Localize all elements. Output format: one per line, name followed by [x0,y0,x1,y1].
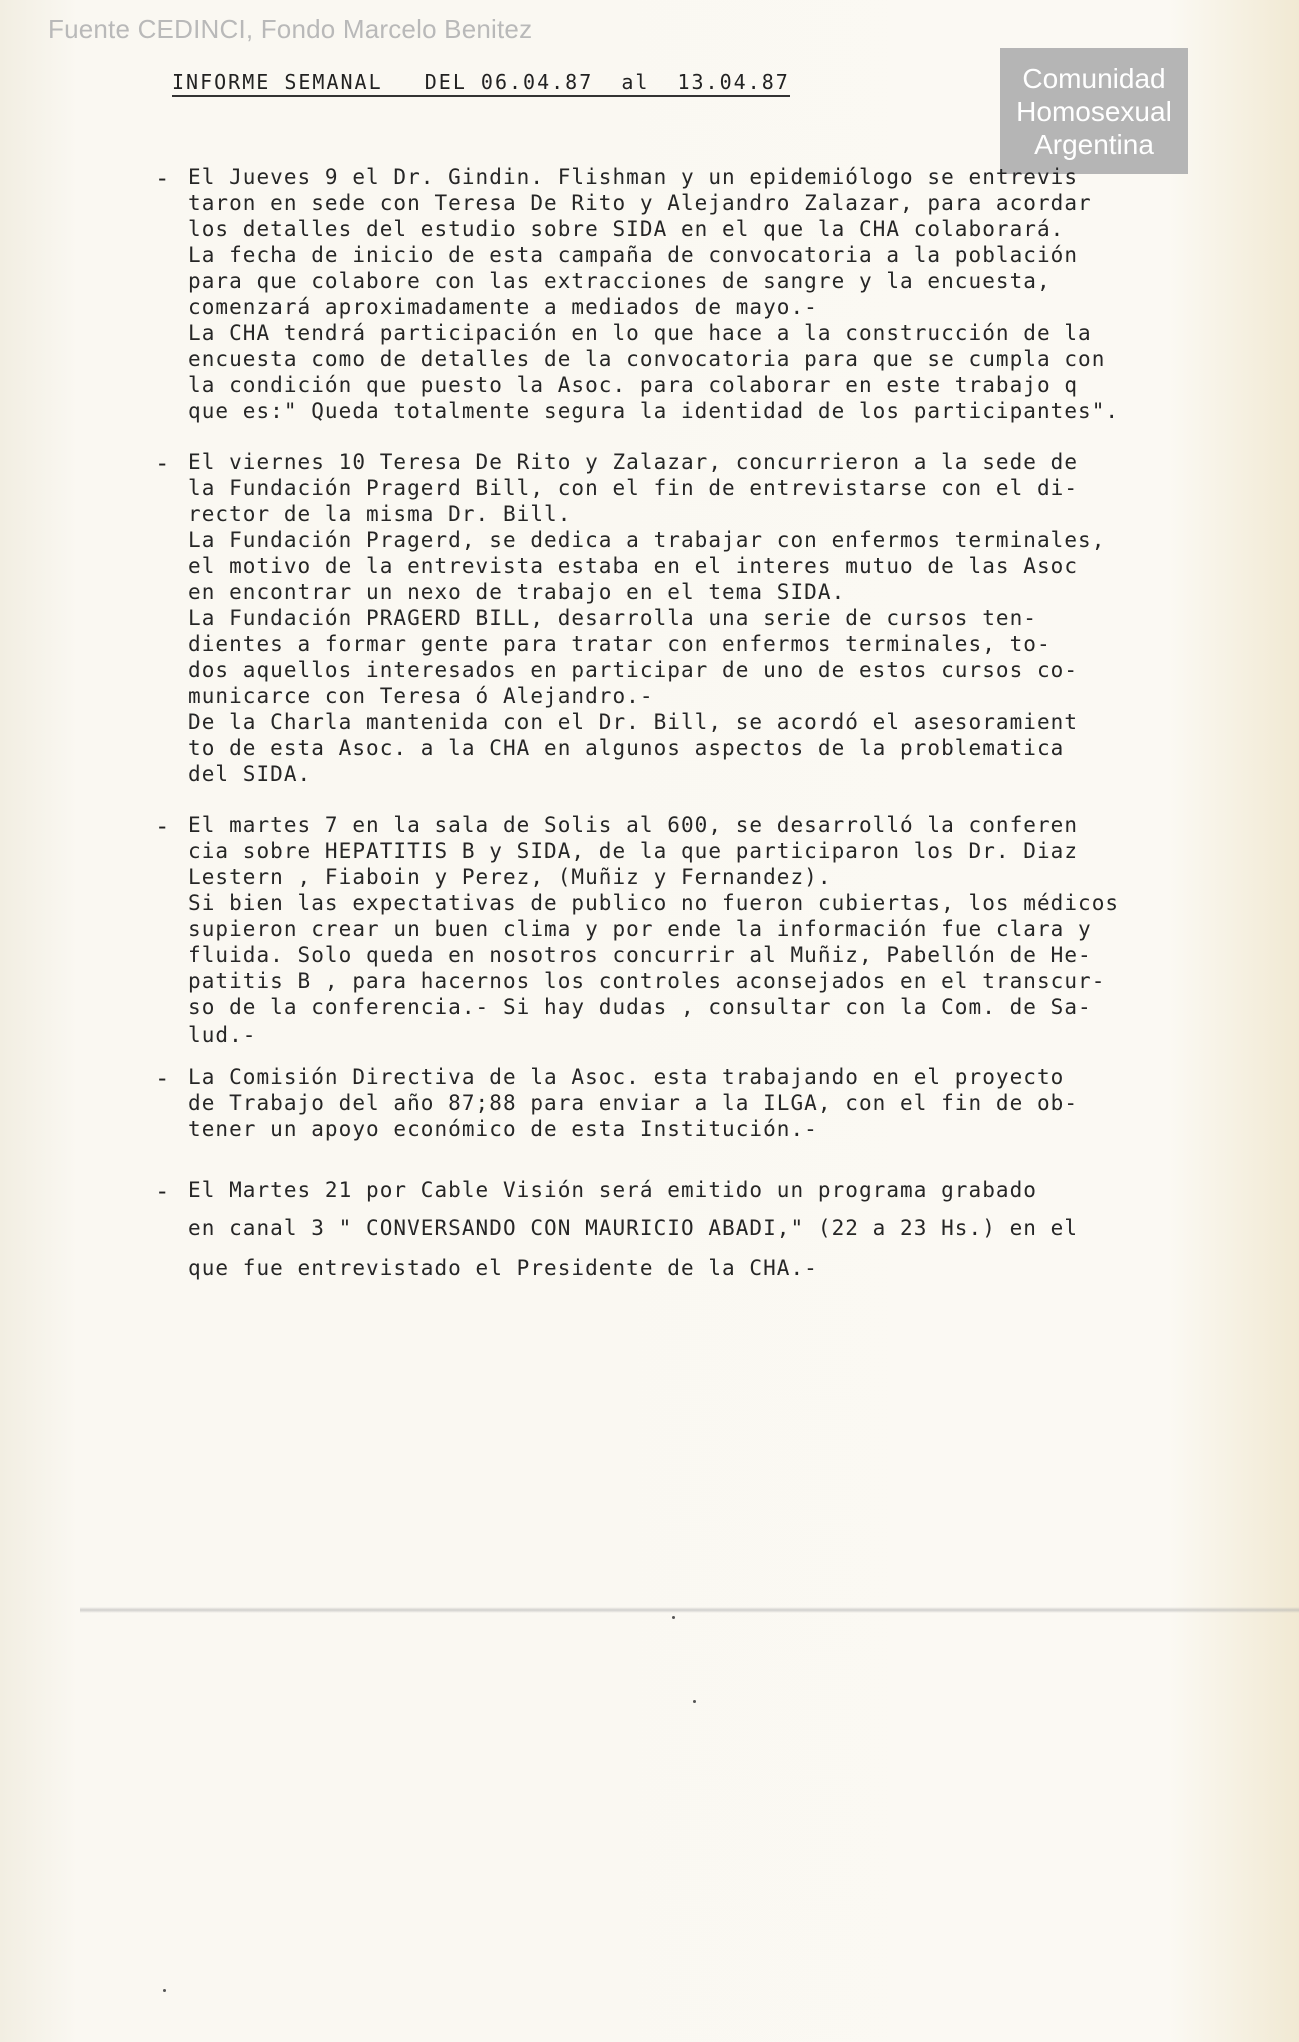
text-line: Si bien las expectativas de publico no fueron cubiertas, los médicos [188,891,1120,915]
bullet-dash: - [155,1177,170,1205]
text-line: Lestern , Fiaboin y Perez, (Muñiz y Fernandez). [188,865,832,889]
badge-line: Argentina [1034,129,1154,160]
text-line: dos aquellos interesados en participar de uno de estos cursos co- [188,658,1079,682]
text-line: El viernes 10 Teresa De Rito y Zalazar, concurrieron a la sede de [188,450,1079,474]
text-line: del SIDA. [188,762,312,786]
text-line: La Fundación PRAGERD BILL, desarrolla una serie de cursos ten- [188,606,1037,630]
text-line: comenzará aproximadamente a mediados de mayo.- [188,295,818,319]
paper-speck [163,1989,166,1992]
text-line: patitis B , para hacernos los controles aconsejados en el transcur- [188,969,1106,993]
text-line: de Trabajo del año 87;88 para enviar a la ILGA, con el fin de ob- [188,1091,1079,1115]
text-line: El Martes 21 por Cable Visión será emitido un programa grabado [188,1178,1037,1202]
text-line: encuesta como de detalles de la convocatoria para que se cumpla con [188,347,1106,371]
paper-fold-line [80,1607,1299,1613]
bullet-dash: - [155,1064,170,1092]
text-line: La CHA tendrá participación en lo que hace a la construcción de la [188,321,1092,345]
text-line: en canal 3 " CONVERSANDO CON MAURICIO ABADI," (22 a 23 Hs.) en el [188,1216,1079,1240]
bullet-dash: - [155,164,170,192]
text-line: la condición que puesto la Asoc. para colaborar en este trabajo q [188,373,1079,397]
badge-line: Homosexual [1016,96,1172,127]
text-line: De la Charla mantenida con el Dr. Bill, se acordó el asesoramient [188,710,1079,734]
text-line: to de esta Asoc. a la CHA en algunos aspectos de la problematica [188,736,1065,760]
text-line: cia sobre HEPATITIS B y SIDA, de la que participaron los Dr. Diaz [188,839,1079,863]
source-watermark: Fuente CEDINCI, Fondo Marcelo Benitez [48,14,533,44]
text-line: los detalles del estudio sobre SIDA en el que la CHA colaborará. [188,217,1065,241]
bullet-dash: - [155,812,170,840]
text-line: La Comisión Directiva de la Asoc. esta trabajando en el proyecto [188,1065,1065,1089]
text-line: supieron crear un buen clima y por ende la información fue clara y [188,917,1092,941]
paper-speck [672,1616,675,1619]
text-line: la Fundación Pragerd Bill, con el fin de entrevistarse con el di- [188,476,1079,500]
text-line: La Fundación Pragerd, se dedica a trabajar con enfermos terminales, [188,528,1106,552]
text-line: La fecha de inicio de esta campaña de convocatoria a la población [188,243,1079,267]
report-title: INFORME SEMANAL DEL 06.04.87 al 13.04.87 [172,70,790,97]
text-line: en encontrar un nexo de trabajo en el tema SIDA. [188,580,846,604]
text-line: tener un apoyo económico de esta Institución.- [188,1117,818,1141]
text-line: El martes 7 en la sala de Solis al 600, se desarrolló la conferen [188,813,1079,837]
text-line: lud.- [188,1023,257,1047]
text-line: so de la conferencia.- Si hay dudas , consultar con la Com. de Sa- [188,995,1092,1019]
text-line: que fue entrevistado el Presidente de la CHA.- [188,1256,818,1280]
badge-line: Comunidad [1022,63,1166,94]
text-line: El Jueves 9 el Dr. Gindin. Flishman y un epidemiólogo se entrevis [188,165,1079,189]
text-line: el motivo de la entrevista estaba en el interes mutuo de las Asoc [188,554,1079,578]
text-line: rector de la misma Dr. Bill. [188,502,572,526]
text-line: taron en sede con Teresa De Rito y Alejandro Zalazar, para acordar [188,191,1092,215]
paper-speck [693,1700,696,1703]
archive-badge [1000,48,1188,174]
text-line: dientes a formar gente para tratar con enfermos terminales, to- [188,632,1051,656]
bullet-dash: - [155,449,170,477]
text-line: para que colabore con las extracciones de sangre y la encuesta, [188,269,1051,293]
text-line: fluida. Solo queda en nosotros concurrir al Muñiz, Pabellón de He- [188,943,1092,967]
text-line: municarce con Teresa ó Alejandro.- [188,684,654,708]
text-line: que es:" Queda totalmente segura la identidad de los participantes". [188,399,1120,423]
